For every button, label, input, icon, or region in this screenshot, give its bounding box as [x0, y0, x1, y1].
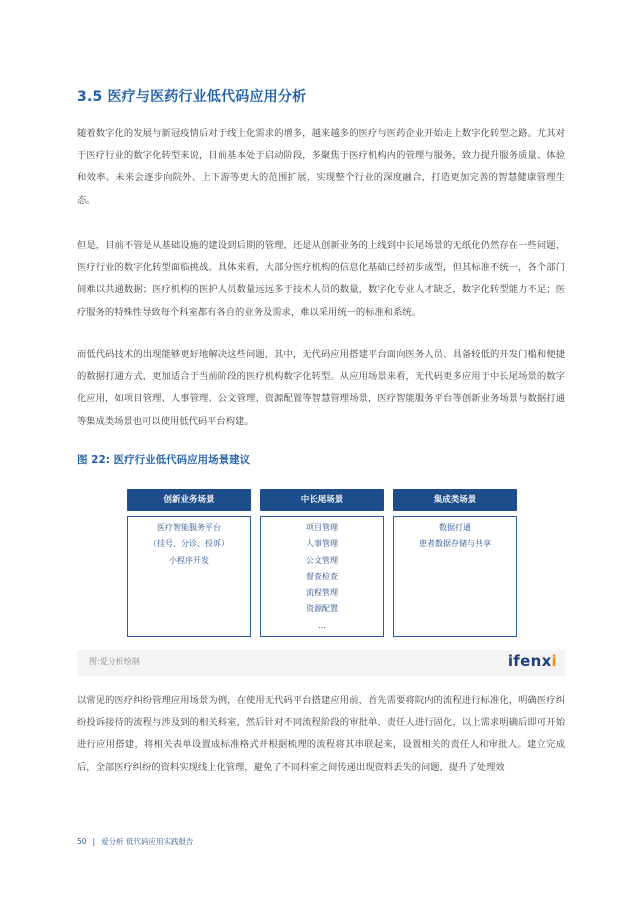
list-item: 公文管理	[306, 555, 338, 565]
column-integration	[393, 489, 517, 637]
column-body	[127, 516, 251, 637]
list-item: 小程序开发	[169, 555, 209, 565]
figure-source: 图:爱分析绘制	[89, 657, 140, 666]
list-item: 人事管理	[306, 539, 338, 549]
footer-text: 爱分析 低代码应用实践报告	[101, 837, 194, 846]
list-item: 医疗智能服务平台	[157, 523, 221, 532]
list-item: …	[318, 620, 326, 630]
column-innovation	[127, 489, 251, 637]
column-header: 创新业务场景	[127, 489, 251, 511]
list-item: 患者数据存储与共享	[419, 539, 491, 549]
list-item: 资源配置	[306, 604, 338, 614]
column-long-tail	[260, 489, 384, 637]
footer-separator: |	[92, 837, 96, 846]
ifenxi-logo	[508, 652, 557, 670]
page-footer	[77, 836, 193, 847]
column-header: 中长尾场景	[260, 489, 384, 511]
logo-text: ifenx	[507, 652, 552, 670]
section-title: 3.5 医疗与医药行业低代码应用分析	[77, 89, 307, 105]
scenario-diagram	[127, 489, 517, 637]
paragraph-4: 以常见的医疗纠纷管理应用场景为例，在使用无代码平台搭建应用前，首先需要将院内的流程进行标准化，明确医疗纠纷投诉接待的流程与涉及到的相关科室，然后针对不同流程阶段的审批单、责任人进行固化，以上需求明确后即可开始进行应用搭建，将相关表单设置成标准格式并根据梳理的流程将其串联起来，设置相关的责任人和审批人。建立完成后，全部医疗纠纷的资料实现线上化管理，避免了不同科室之间传递出现资料丢失的问题，提升了处理效	[77, 695, 565, 773]
list-item: 督查检查	[306, 571, 338, 581]
paragraph-1: 随着数字化的发展与新冠疫情后对于线上化需求的增多，越来越多的医疗与医药企业开始走上数字化转型之路。尤其对于医疗行业的数字化转型来说，目前基本处于启动阶段，多聚焦于医疗机构内的管理与服务，致力提升服务质量、体验和效率。未来会逐步向院外、上下游等更大的范围扩展，实现整个行业的深度融合，打造更加完善的智慧健康管理生态。	[77, 128, 565, 206]
page-number: 50	[77, 837, 87, 846]
list-item: 数据打通	[439, 523, 471, 532]
paragraph-3: 而低代码技术的出现能够更好地解决这些问题，其中，无代码应用搭建平台面向医务人员、具备较低的开发门槛和便捷的数据打通方式，更加适合于当前阶段的医疗机构数字化转型。从应用场景来看，无代码更多应用于中长尾场景的数字化应用，如项目管理、人事管理、公文管理、资源配置等智慧管理场景，医疗智能服务平台等创新业务场景与数据打通等集成类场景也可以使用低代码平台构建。	[77, 349, 565, 427]
list-item: （挂号、分诊、投诉）	[149, 539, 229, 549]
list-item: 项目管理	[306, 523, 338, 532]
paragraph-2: 但是，目前不管是从基础设施的建设到后期的管理，还是从创新业务的上线到中长尾场景的无纸化仍然存在一些问题，医疗行业的数字化转型面临挑战。具体来看，大部分医疗机构的信息化基础已经初步成型，但其标准不统一，各个部门间难以共通数据；医疗机构的医护人员数量远远多于技术人员的数量，数字化专业人才缺乏，数字化转型能力不足；医疗服务的特殊性导致每个科室都有各自的业务及需求，难以采用统一的标准和系统。	[77, 240, 565, 318]
list-item: 流程管理	[306, 588, 338, 598]
figure-title: 图 22: 医疗行业低代码应用场景建议	[77, 454, 251, 466]
logo-accent: i	[551, 652, 557, 670]
column-body	[260, 516, 384, 637]
column-header: 集成类场景	[393, 489, 517, 511]
figure-source-bar	[77, 650, 565, 676]
column-body	[393, 516, 517, 637]
